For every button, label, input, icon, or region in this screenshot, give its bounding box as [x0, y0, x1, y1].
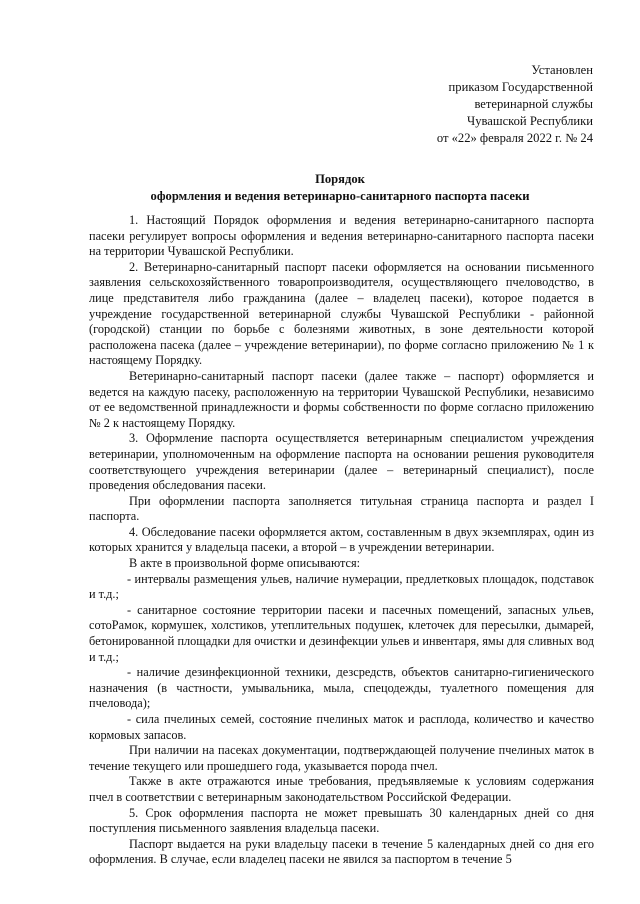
- paragraph: Паспорт выдается на руки владельцу пасеки в течение 5 календарных дней со дня его оформления. В случае, если владелец пасеки не явился за паспортом в течение 5: [89, 836, 594, 867]
- title-line: Порядок: [315, 172, 365, 186]
- paragraph: В акте в произвольной форме описываются:: [129, 556, 361, 571]
- paragraph: 3. Оформление паспорта осуществляется ветеринарным специалистом учреждения ветеринарии, уполномоченным на оформление паспорта на основании решения руководителя соответствующего учреждения ветеринарии (далее – ветеринарный специалист), после проведения обследования пасеки.: [89, 431, 594, 493]
- approval-line: приказом Государственной: [448, 80, 593, 94]
- paragraph: 5. Срок оформления паспорта не может превышать 30 календарных дней со дня поступления письменного заявления владельца пасеки.: [89, 805, 594, 836]
- approval-line: ветеринарной службы: [474, 97, 593, 111]
- list-item: - сила пчелиных семей, состояние пчелиных маток и расплода, количество и качество кормовых запасов.: [89, 712, 594, 742]
- paragraph: Также в акте отражаются иные требования, предъявляемые к условиям содержания пчел в соответствии с ветеринарным законодательством Российской Федерации.: [89, 774, 594, 804]
- paragraph: Ветеринарно-санитарный паспорт пасеки (далее также – паспорт) оформляется и ведется на каждую пасеку, расположенную на территории Чувашской Республики, независимо от ее ведомственной принадлежности и формы собственности по форме согласно приложению № 2 к настоящему Порядку.: [89, 368, 594, 430]
- approval-line: от «22» февраля 2022 г. № 24: [436, 131, 593, 145]
- approval-stamp: [293, 62, 593, 147]
- paragraph: 1. Настоящий Порядок оформления и ведения ветеринарно-санитарного паспорта пасеки регулирует вопросы оформления и ведения ветеринарно-санитарного паспорта пасеки на территории Чувашской Республики.: [89, 213, 594, 259]
- document-title: [90, 171, 590, 205]
- list-item: - санитарное состояние территории пасеки и пасечных помещений, запасных ульев, сотоРамок, кормушек, холстиков, утеплительных подушек, клеточек для пересылки, дымарей, бетонированной площадки для очистки и дезинфекции ульев и инвентаря, ямы для сливных вод и т.д.;: [89, 602, 594, 664]
- paragraph: При наличии на пасеках документации, подтверждающей получение пчелиных маток в течение текущего или прошедшего года, указывается порода пчел.: [89, 743, 594, 773]
- document-body: [89, 213, 594, 868]
- approval-line: Чувашской Республики: [467, 114, 593, 128]
- title-line: оформления и ведения ветеринарно-санитарного паспорта пасеки: [150, 189, 530, 203]
- list-item: - наличие дезинфекционной техники, дезсредств, объектов санитарно-гигиенического назначения (в частности, умывальника, мыла, спецодежды, туалетного помещения для пчеловода);: [89, 665, 594, 711]
- paragraph: 4. Обследование пасеки оформляется актом, составленным в двух экземплярах, один из которых хранится у владельца пасеки, а второй – в учреждении ветеринарии.: [89, 524, 594, 555]
- list-item: - интервалы размещения ульев, наличие нумерации, предлетковых площадок, подставок и т.д.;: [89, 571, 594, 602]
- approval-line: Установлен: [531, 63, 593, 77]
- paragraph: 2. Ветеринарно-санитарный паспорт пасеки оформляется на основании письменного заявления сельскохозяйственного товаропроизводителя, осуществляющего пчеловодство, в лице представителя либо гражданина (далее – владелец пасеки), которое подается в учреждение государственной ветеринарной службы Чувашской Республики - районной (городской) станции по борьбе с болезнями животных, в зоне деятельности которой расположена пасека (далее – учреждение ветеринарии), по форме согласно приложению № 1 к настоящему Порядку.: [89, 259, 594, 368]
- paragraph: При оформлении паспорта заполняется титульная страница паспорта и раздел I паспорта.: [89, 493, 594, 524]
